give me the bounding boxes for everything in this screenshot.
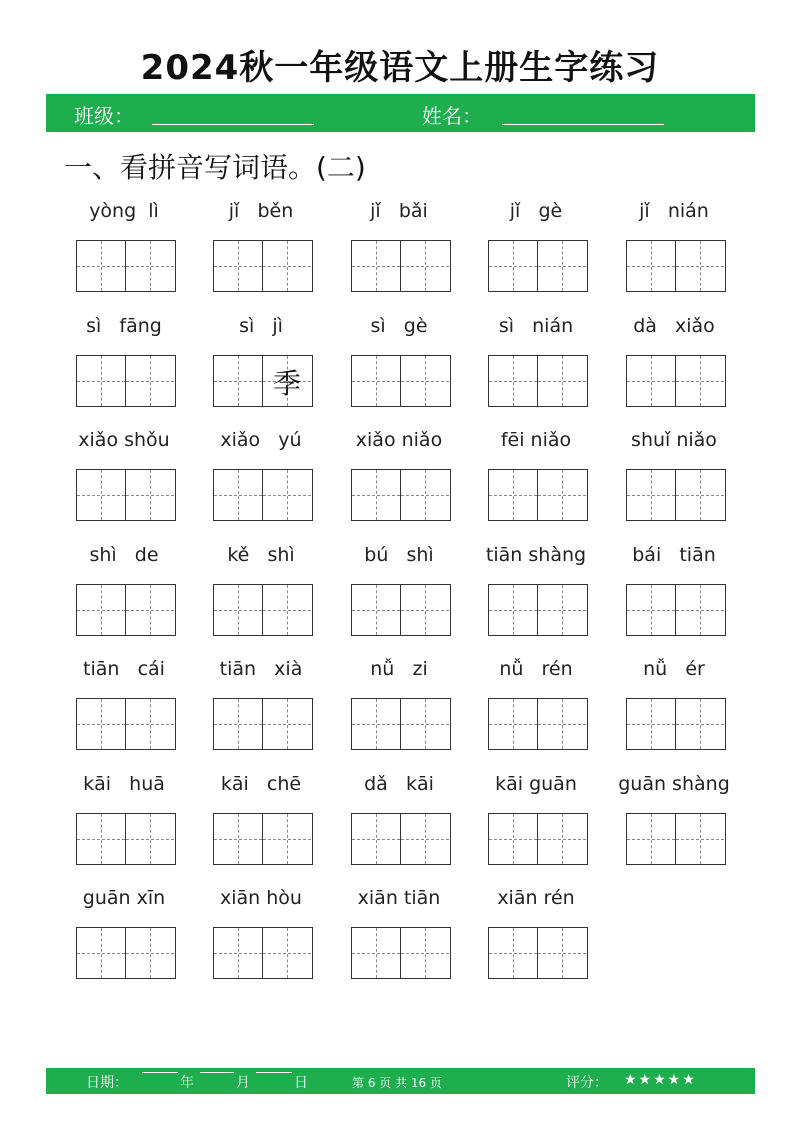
pinyin-label: bái tiān bbox=[632, 543, 716, 566]
tianzige-boxes bbox=[76, 927, 176, 979]
cell-guide-horizontal bbox=[263, 724, 311, 725]
word-item bbox=[476, 773, 596, 873]
cell-guide-horizontal bbox=[126, 839, 174, 840]
tianzige-boxes bbox=[626, 698, 726, 750]
tianzige-boxes bbox=[488, 469, 588, 521]
cell-guide-horizontal bbox=[676, 839, 724, 840]
cell-guide-horizontal bbox=[489, 610, 537, 611]
writing-cell-left[interactable] bbox=[489, 699, 538, 749]
tianzige-boxes bbox=[213, 469, 313, 521]
tianzige-boxes bbox=[213, 927, 313, 979]
writing-cell-left[interactable] bbox=[489, 356, 538, 406]
writing-cell-right[interactable] bbox=[401, 699, 449, 749]
writing-cell-left[interactable] bbox=[214, 356, 263, 406]
tianzige-boxes bbox=[351, 469, 451, 521]
writing-cell-left[interactable] bbox=[627, 814, 676, 864]
pinyin-label: shuǐ niǎo bbox=[631, 429, 717, 451]
word-item bbox=[476, 429, 596, 529]
writing-cell-left[interactable] bbox=[489, 814, 538, 864]
writing-cell-right[interactable] bbox=[126, 585, 174, 635]
cell-guide-horizontal bbox=[214, 381, 262, 382]
cell-guide-horizontal bbox=[352, 953, 400, 954]
cell-guide-horizontal bbox=[126, 266, 174, 267]
word-item bbox=[64, 773, 184, 873]
word-item bbox=[614, 200, 734, 300]
tianzige-boxes bbox=[488, 584, 588, 636]
writing-cell-left[interactable] bbox=[352, 585, 401, 635]
cell-guide-horizontal bbox=[77, 495, 125, 496]
writing-cell-right[interactable] bbox=[263, 928, 311, 978]
cell-guide-horizontal bbox=[538, 953, 586, 954]
cell-guide-horizontal bbox=[77, 381, 125, 382]
tianzige-boxes bbox=[76, 698, 176, 750]
tianzige-boxes bbox=[213, 240, 313, 292]
writing-cell-right[interactable] bbox=[126, 470, 174, 520]
word-item bbox=[339, 773, 459, 873]
word-item bbox=[64, 544, 184, 644]
cell-guide-horizontal bbox=[401, 724, 449, 725]
pinyin-label: tiān shàng bbox=[485, 543, 587, 566]
pinyin-label: kāi guān bbox=[495, 772, 577, 795]
cell-guide-horizontal bbox=[676, 381, 724, 382]
writing-cell-left[interactable] bbox=[352, 356, 401, 406]
cell-guide-horizontal bbox=[263, 610, 311, 611]
writing-cell-right[interactable] bbox=[401, 470, 449, 520]
pinyin-label: sì jì bbox=[239, 314, 283, 337]
word-item bbox=[614, 658, 734, 758]
tianzige-boxes bbox=[488, 240, 588, 292]
class-label: 班级： bbox=[74, 104, 134, 128]
writing-cell-right[interactable] bbox=[538, 928, 586, 978]
name-label: 姓名： bbox=[422, 104, 482, 128]
pinyin-label: yòng lì bbox=[89, 200, 159, 222]
pinyin-label: kāi huā bbox=[83, 772, 165, 795]
word-item bbox=[64, 200, 184, 300]
score-stars: ★★★★★ bbox=[624, 1072, 697, 1088]
writing-cell-right[interactable] bbox=[263, 470, 311, 520]
cell-guide-horizontal bbox=[77, 724, 125, 725]
word-item bbox=[339, 200, 459, 300]
name-field[interactable] bbox=[502, 124, 664, 125]
writing-cell-right[interactable] bbox=[676, 470, 724, 520]
writing-cell-right[interactable] bbox=[538, 470, 586, 520]
tianzige-boxes bbox=[351, 355, 451, 407]
pinyin-label: tiān xià bbox=[219, 658, 303, 680]
year-field[interactable] bbox=[142, 1072, 178, 1073]
word-item bbox=[476, 315, 596, 415]
pinyin-label: nǚ ér bbox=[643, 658, 705, 680]
writing-cell-right[interactable] bbox=[538, 356, 586, 406]
pinyin-label: kě shì bbox=[227, 543, 295, 566]
word-item bbox=[64, 315, 184, 415]
word-item bbox=[201, 200, 321, 300]
tianzige-boxes bbox=[76, 240, 176, 292]
tianzige-boxes bbox=[351, 240, 451, 292]
cell-guide-horizontal bbox=[352, 610, 400, 611]
writing-cell-right[interactable] bbox=[538, 699, 586, 749]
tianzige-boxes bbox=[76, 584, 176, 636]
tianzige-boxes bbox=[488, 698, 588, 750]
tianzige-boxes bbox=[626, 469, 726, 521]
word-item bbox=[201, 658, 321, 758]
writing-cell-left[interactable] bbox=[77, 585, 126, 635]
pinyin-label: tiān cái bbox=[83, 658, 165, 680]
writing-cell-right[interactable] bbox=[676, 356, 724, 406]
writing-cell-left[interactable] bbox=[214, 585, 263, 635]
cell-guide-horizontal bbox=[401, 266, 449, 267]
writing-cell-right[interactable] bbox=[126, 928, 174, 978]
tianzige-boxes bbox=[76, 469, 176, 521]
tianzige-boxes bbox=[626, 355, 726, 407]
writing-cell-right[interactable] bbox=[263, 241, 311, 291]
cell-guide-horizontal bbox=[489, 839, 537, 840]
writing-cell-left[interactable] bbox=[627, 699, 676, 749]
tianzige-boxes bbox=[626, 584, 726, 636]
cell-guide-horizontal bbox=[538, 610, 586, 611]
pinyin-label: sì fāng bbox=[86, 314, 162, 337]
word-item bbox=[201, 315, 321, 415]
writing-cell-left[interactable] bbox=[352, 241, 401, 291]
hint-character: 季 bbox=[272, 366, 301, 400]
writing-cell-right[interactable] bbox=[676, 699, 724, 749]
writing-cell-right[interactable] bbox=[538, 585, 586, 635]
word-item bbox=[339, 315, 459, 415]
day-field[interactable] bbox=[256, 1072, 292, 1073]
writing-cell-right[interactable] bbox=[126, 241, 174, 291]
cell-guide-horizontal bbox=[126, 495, 174, 496]
day-label: 日 bbox=[294, 1075, 308, 1091]
pinyin-label: bú shì bbox=[364, 543, 434, 566]
cell-guide-horizontal bbox=[401, 495, 449, 496]
tianzige-boxes bbox=[488, 355, 588, 407]
pinyin-label: sì nián bbox=[498, 314, 574, 337]
writing-cell-left[interactable] bbox=[352, 814, 401, 864]
writing-cell-left[interactable] bbox=[352, 470, 401, 520]
cell-guide-horizontal bbox=[627, 610, 675, 611]
writing-cell-left[interactable] bbox=[77, 356, 126, 406]
writing-cell-left[interactable] bbox=[352, 928, 401, 978]
cell-guide-horizontal bbox=[214, 724, 262, 725]
pinyin-label: jǐ nián bbox=[639, 200, 709, 222]
cell-guide-horizontal bbox=[627, 839, 675, 840]
word-item bbox=[614, 773, 734, 873]
cell-guide-horizontal bbox=[538, 495, 586, 496]
word-item bbox=[201, 773, 321, 873]
writing-cell-right[interactable] bbox=[401, 356, 449, 406]
tianzige-boxes bbox=[213, 584, 313, 636]
writing-cell-left[interactable] bbox=[627, 470, 676, 520]
pinyin-label: nǚ rén bbox=[499, 658, 573, 680]
cell-guide-horizontal bbox=[126, 724, 174, 725]
writing-cell-left[interactable] bbox=[214, 699, 263, 749]
tianzige-boxes bbox=[213, 698, 313, 750]
writing-cell-left[interactable] bbox=[489, 928, 538, 978]
cell-guide-horizontal bbox=[352, 495, 400, 496]
footer-bar bbox=[46, 1068, 755, 1094]
writing-cell-right[interactable] bbox=[126, 699, 174, 749]
writing-cell-right[interactable] bbox=[401, 928, 449, 978]
writing-cell-right[interactable] bbox=[676, 241, 724, 291]
pinyin-label: dà xiǎo bbox=[633, 314, 715, 337]
writing-cell-left[interactable] bbox=[489, 241, 538, 291]
tianzige-boxes bbox=[488, 813, 588, 865]
writing-cell-left[interactable] bbox=[77, 241, 126, 291]
tianzige-boxes bbox=[76, 355, 176, 407]
writing-cell-right[interactable] bbox=[263, 585, 311, 635]
pinyin-label: jǐ gè bbox=[509, 200, 563, 222]
cell-guide-horizontal bbox=[676, 266, 724, 267]
writing-cell-left[interactable] bbox=[352, 699, 401, 749]
writing-cell-right[interactable] bbox=[538, 241, 586, 291]
cell-guide-horizontal bbox=[627, 495, 675, 496]
cell-guide-horizontal bbox=[126, 610, 174, 611]
writing-cell-left[interactable] bbox=[627, 585, 676, 635]
writing-cell-right[interactable] bbox=[263, 814, 311, 864]
word-item bbox=[64, 429, 184, 529]
cell-guide-horizontal bbox=[263, 266, 311, 267]
word-item bbox=[64, 658, 184, 758]
cell-guide-horizontal bbox=[263, 953, 311, 954]
tianzige-boxes bbox=[351, 584, 451, 636]
writing-cell-left[interactable] bbox=[627, 356, 676, 406]
year-label: 年 bbox=[180, 1075, 194, 1091]
tianzige-boxes bbox=[213, 813, 313, 865]
cell-guide-horizontal bbox=[214, 610, 262, 611]
pinyin-label: xiān rén bbox=[497, 887, 575, 909]
page-title: 2024秋一年级语文上册生字练习 bbox=[140, 48, 660, 88]
pinyin-label: guān shàng bbox=[618, 772, 730, 795]
cell-guide-horizontal bbox=[126, 953, 174, 954]
pinyin-label: xiān tiān bbox=[357, 887, 441, 909]
tianzige-boxes bbox=[213, 355, 313, 407]
cell-guide-horizontal bbox=[214, 839, 262, 840]
word-item bbox=[614, 315, 734, 415]
cell-guide-horizontal bbox=[627, 724, 675, 725]
pinyin-label: jǐ bǎi bbox=[370, 200, 428, 222]
cell-guide-horizontal bbox=[627, 381, 675, 382]
cell-guide-horizontal bbox=[77, 610, 125, 611]
cell-guide-horizontal bbox=[676, 495, 724, 496]
word-item bbox=[476, 544, 596, 644]
pinyin-label: xiǎo yú bbox=[220, 429, 302, 451]
word-item bbox=[476, 887, 596, 987]
writing-cell-right[interactable] bbox=[126, 356, 174, 406]
writing-cell-left[interactable] bbox=[489, 470, 538, 520]
cell-guide-horizontal bbox=[489, 953, 537, 954]
cell-guide-horizontal bbox=[538, 266, 586, 267]
cell-guide-horizontal bbox=[489, 381, 537, 382]
writing-cell-left[interactable] bbox=[214, 814, 263, 864]
pinyin-label: kāi chē bbox=[220, 772, 302, 795]
cell-guide-horizontal bbox=[352, 724, 400, 725]
writing-cell-right[interactable] bbox=[263, 699, 311, 749]
pinyin-label: fēi niǎo bbox=[500, 429, 572, 451]
word-item bbox=[201, 429, 321, 529]
pinyin-label: jǐ běn bbox=[228, 200, 294, 222]
cell-guide-horizontal bbox=[263, 839, 311, 840]
word-item bbox=[614, 429, 734, 529]
section-title: 一、看拼音写词语。(二) bbox=[64, 151, 366, 184]
writing-cell-right[interactable] bbox=[676, 814, 724, 864]
writing-cell-right[interactable] bbox=[126, 814, 174, 864]
word-item bbox=[614, 544, 734, 644]
pinyin-label: guān xīn bbox=[82, 887, 166, 909]
writing-cell-right[interactable] bbox=[401, 814, 449, 864]
cell-guide-horizontal bbox=[77, 953, 125, 954]
page-info: 第 6 页 共 16 页 bbox=[352, 1076, 442, 1090]
writing-cell-right[interactable] bbox=[676, 585, 724, 635]
cell-guide-horizontal bbox=[126, 381, 174, 382]
cell-guide-horizontal bbox=[352, 266, 400, 267]
writing-cell-right[interactable] bbox=[538, 814, 586, 864]
writing-cell-right[interactable] bbox=[401, 241, 449, 291]
cell-guide-horizontal bbox=[489, 266, 537, 267]
tianzige-boxes bbox=[351, 927, 451, 979]
cell-guide-horizontal bbox=[676, 724, 724, 725]
cell-guide-horizontal bbox=[214, 495, 262, 496]
month-field[interactable] bbox=[200, 1072, 234, 1073]
class-field[interactable] bbox=[152, 124, 314, 125]
month-label: 月 bbox=[236, 1075, 250, 1091]
word-item bbox=[476, 658, 596, 758]
word-item bbox=[201, 544, 321, 644]
cell-guide-horizontal bbox=[77, 266, 125, 267]
pinyin-label: nǚ zi bbox=[370, 658, 428, 680]
cell-guide-horizontal bbox=[214, 266, 262, 267]
word-item bbox=[476, 200, 596, 300]
cell-guide-horizontal bbox=[627, 266, 675, 267]
cell-guide-horizontal bbox=[401, 381, 449, 382]
tianzige-boxes bbox=[626, 240, 726, 292]
cell-guide-horizontal bbox=[401, 839, 449, 840]
writing-cell-left[interactable] bbox=[214, 470, 263, 520]
cell-guide-horizontal bbox=[489, 495, 537, 496]
score-label: 评分： bbox=[566, 1075, 608, 1091]
cell-guide-horizontal bbox=[538, 724, 586, 725]
cell-guide-horizontal bbox=[77, 839, 125, 840]
writing-cell-left[interactable] bbox=[489, 585, 538, 635]
writing-cell-left[interactable] bbox=[77, 814, 126, 864]
cell-guide-horizontal bbox=[352, 381, 400, 382]
cell-guide-horizontal bbox=[401, 953, 449, 954]
date-label: 日期： bbox=[86, 1075, 128, 1091]
pinyin-label: shì de bbox=[89, 543, 159, 566]
word-item bbox=[201, 887, 321, 987]
cell-guide-horizontal bbox=[401, 610, 449, 611]
tianzige-boxes bbox=[351, 698, 451, 750]
pinyin-label: xiǎo niǎo bbox=[355, 429, 443, 451]
header-bar bbox=[46, 94, 755, 132]
pinyin-label: xiǎo shǒu bbox=[78, 429, 170, 451]
cell-guide-horizontal bbox=[352, 839, 400, 840]
writing-cell-left[interactable] bbox=[214, 241, 263, 291]
tianzige-boxes bbox=[488, 927, 588, 979]
pinyin-label: sì gè bbox=[370, 314, 428, 337]
pinyin-label: xiān hòu bbox=[220, 887, 302, 909]
tianzige-boxes bbox=[351, 813, 451, 865]
word-item bbox=[339, 429, 459, 529]
tianzige-boxes bbox=[626, 813, 726, 865]
cell-guide-horizontal bbox=[676, 610, 724, 611]
tianzige-boxes bbox=[76, 813, 176, 865]
cell-guide-horizontal bbox=[538, 381, 586, 382]
cell-guide-horizontal bbox=[538, 839, 586, 840]
word-item bbox=[64, 887, 184, 987]
pinyin-label: dǎ kāi bbox=[364, 772, 434, 795]
writing-cell-left[interactable] bbox=[77, 470, 126, 520]
word-item bbox=[339, 887, 459, 987]
writing-cell-left[interactable] bbox=[77, 699, 126, 749]
cell-guide-horizontal bbox=[263, 495, 311, 496]
writing-cell-right[interactable] bbox=[401, 585, 449, 635]
writing-cell-left[interactable] bbox=[77, 928, 126, 978]
writing-cell-left[interactable] bbox=[214, 928, 263, 978]
cell-guide-horizontal bbox=[489, 724, 537, 725]
cell-guide-horizontal bbox=[214, 953, 262, 954]
writing-cell-left[interactable] bbox=[627, 241, 676, 291]
writing-cell-right[interactable] bbox=[263, 356, 311, 406]
word-item bbox=[339, 544, 459, 644]
word-item bbox=[339, 658, 459, 758]
